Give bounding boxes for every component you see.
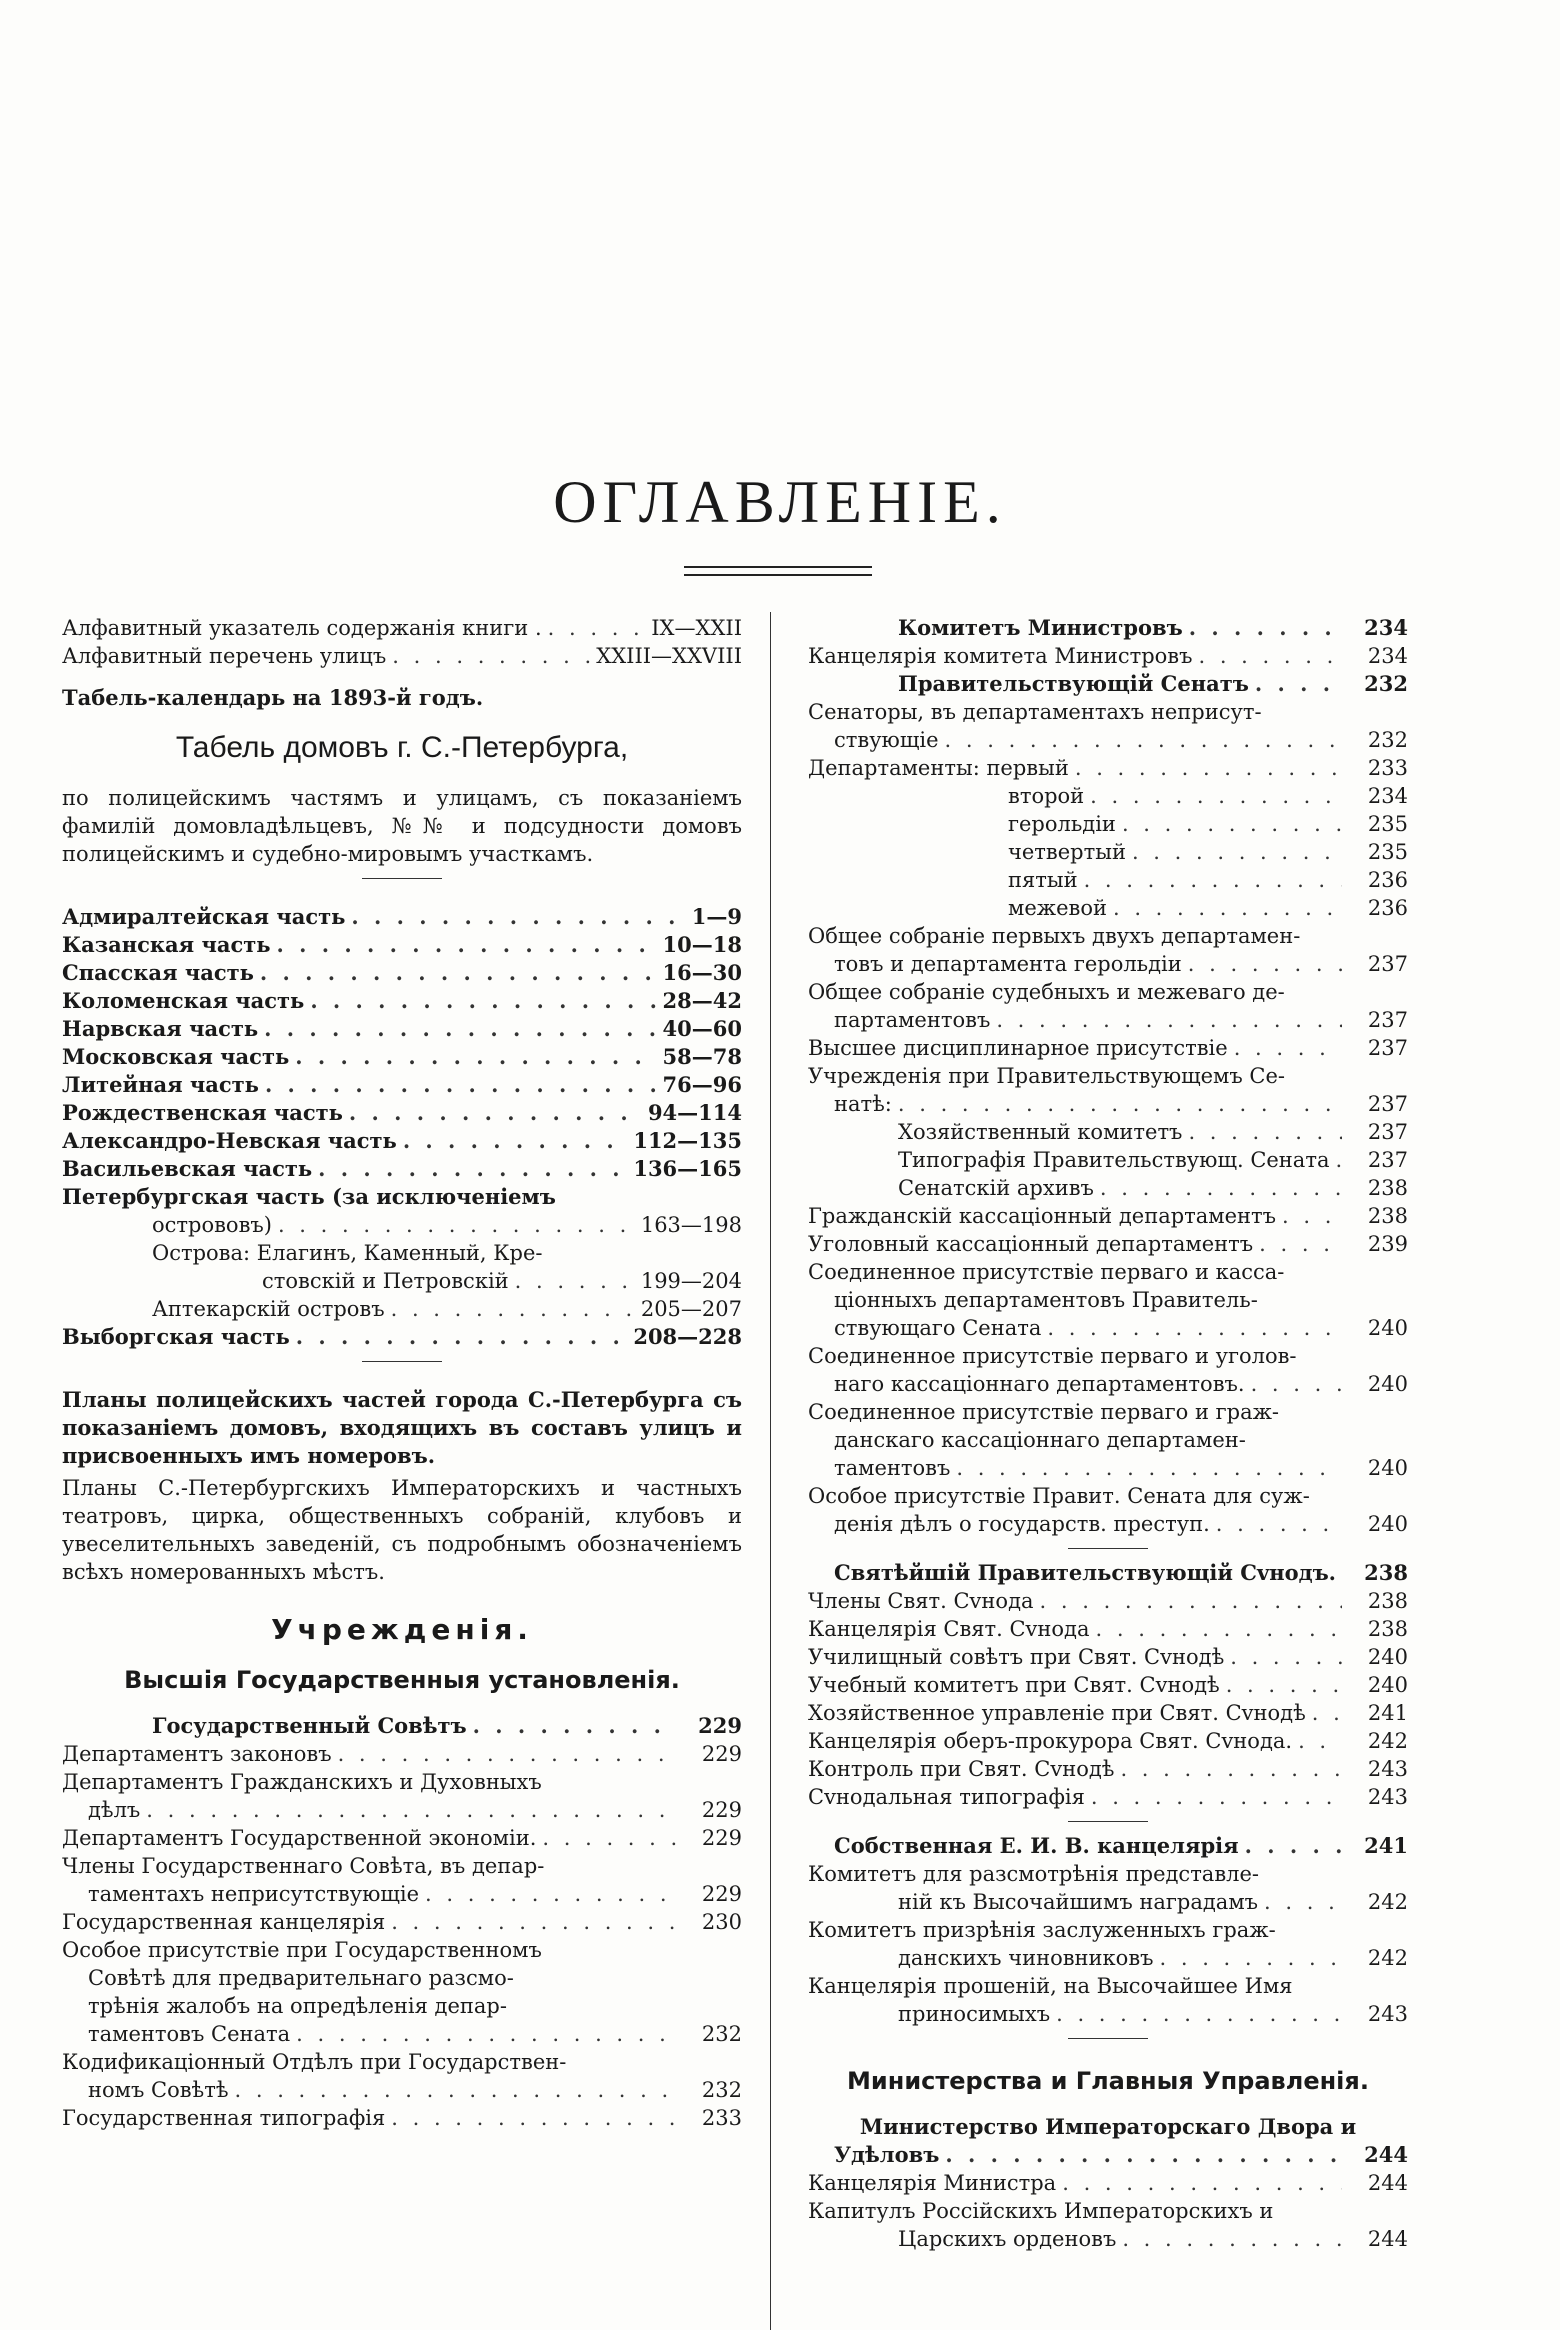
divider bbox=[1068, 1548, 1148, 1549]
toc-entry[interactable]: ствующіе . . . 232 bbox=[808, 726, 1408, 754]
toc-entry[interactable]: номъ Совѣтѣ . . . 232 bbox=[62, 2076, 742, 2104]
toc-entry[interactable]: стовскій и Петровскій . . . 199—204 bbox=[62, 1267, 742, 1295]
toc-entry[interactable]: Собственная Е. И. В. канцелярія . . . 241 bbox=[808, 1832, 1408, 1860]
houses-description: по полицейскимъ частямъ и улицамъ, съ показаніемъ фамилій домовладѣльцевъ, №№ и подсудности домовъ полицейскимъ и судебно-мировымъ участкамъ. bbox=[62, 786, 742, 866]
toc-entry-line[interactable]: Общее собраніе судебныхъ и межеваго де- bbox=[808, 980, 1285, 1004]
toc-entry[interactable]: Департаментъ Государственной экономіи. . . . 229 bbox=[62, 1824, 742, 1852]
toc-entry-line[interactable]: Члены Государственнаго Совѣта, въ депар- bbox=[62, 1854, 545, 1878]
toc-entry[interactable]: Рождественская часть . . . 94—114 bbox=[62, 1099, 742, 1127]
toc-entry[interactable]: Аптекарскій островъ . . . 205—207 bbox=[62, 1295, 742, 1323]
toc-entry[interactable]: наго кассаціоннаго департаментовъ. . . . 240 bbox=[808, 1370, 1408, 1398]
toc-entry-line[interactable]: Соединенное присутствіе перваго и граж- bbox=[808, 1400, 1280, 1424]
toc-entry-line[interactable]: Соединенное присутствіе перваго и касса- bbox=[808, 1260, 1285, 1284]
institutions-heading: Учрежденія. bbox=[271, 1613, 533, 1646]
title-rule-top bbox=[684, 566, 872, 568]
toc-entry[interactable]: Департаменты: первый . . . 233 bbox=[808, 754, 1408, 782]
toc-entry[interactable]: Сvнодальная типографія . . . 243 bbox=[808, 1783, 1408, 1811]
toc-entry[interactable]: Казанская часть . . . 10—18 bbox=[62, 931, 742, 959]
toc-entry[interactable]: Хозяйственный комитетъ . . . 237 bbox=[808, 1118, 1408, 1146]
calendar-entry[interactable]: Табель-календарь на 1893-й годъ. bbox=[62, 685, 484, 710]
toc-entry-line[interactable]: Учрежденія при Правительствующемъ Се- bbox=[808, 1064, 1286, 1088]
toc-entry[interactable]: данскихъ чиновниковъ . . . 242 bbox=[808, 1944, 1408, 1972]
toc-entry[interactable]: второй . . . 234 bbox=[808, 782, 1408, 810]
toc-entry[interactable]: Коломенская часть . . . 28—42 bbox=[62, 987, 742, 1015]
toc-entry[interactable]: денія дѣлъ о государств. преступ. . . . 240 bbox=[808, 1510, 1408, 1538]
toc-entry-line[interactable]: Совѣтѣ для предварительнаго разсмо- bbox=[88, 1966, 514, 1990]
toc-entry[interactable]: Училищный совѣтъ при Свят. Сvнодѣ . . . 240 bbox=[808, 1643, 1408, 1671]
toc-entry[interactable]: Канцелярія оберъ-прокурора Свят. Сvнода. . . . 242 bbox=[808, 1727, 1408, 1755]
toc-entry[interactable]: Высшее дисциплинарное присутствіе . . . 237 bbox=[808, 1034, 1408, 1062]
toc-entry-line[interactable]: ціонныхъ департаментовъ Правитель- bbox=[834, 1288, 1258, 1312]
toc-entry-line[interactable]: Особое присутствіе при Государственномъ bbox=[62, 1938, 542, 1962]
toc-entry-line[interactable]: Сенаторы, въ департаментахъ неприсут- bbox=[808, 700, 1262, 724]
toc-entry[interactable]: таментовъ . . . 240 bbox=[808, 1454, 1408, 1482]
toc-entry[interactable]: Сенатскій архивъ . . . 238 bbox=[808, 1174, 1408, 1202]
title-rule-bottom bbox=[684, 574, 872, 576]
toc-entry[interactable]: Алфавитный указатель содержанія книги . . . . IX—XXII bbox=[62, 614, 742, 642]
toc-entry[interactable]: четвертый . . . 235 bbox=[808, 838, 1408, 866]
right-column bbox=[808, 614, 1408, 2253]
toc-entry[interactable]: Государственный Совѣтъ . . . 229 bbox=[62, 1712, 742, 1740]
toc-entry[interactable]: Канцелярія Свят. Сvнода . . . 238 bbox=[808, 1615, 1408, 1643]
toc-entry-line[interactable]: Острова: Елагинъ, Каменный, Кре- bbox=[152, 1241, 543, 1265]
toc-entry[interactable]: дѣлъ . . . 229 bbox=[62, 1796, 742, 1824]
ministries-heading: Министерства и Главныя Управленія. bbox=[847, 2067, 1369, 2095]
toc-entry[interactable]: Московская часть . . . 58—78 bbox=[62, 1043, 742, 1071]
toc-entry[interactable]: Адмиралтейская часть . . . 1—9 bbox=[62, 903, 742, 931]
toc-entry[interactable]: герольдіи . . . 235 bbox=[808, 810, 1408, 838]
divider bbox=[362, 1361, 442, 1362]
divider bbox=[362, 878, 442, 879]
toc-entry[interactable]: Департаментъ законовъ . . . 229 bbox=[62, 1740, 742, 1768]
toc-entry-line[interactable]: Общее собраніе первыхъ двухъ департамен- bbox=[808, 924, 1301, 948]
toc-entry[interactable]: Государственная типографія . . . 233 bbox=[62, 2104, 742, 2132]
toc-entry[interactable]: Правительствующій Сенатъ . . . 232 bbox=[808, 670, 1408, 698]
toc-entry[interactable]: Царскихъ орденовъ . . . 244 bbox=[808, 2225, 1408, 2253]
toc-entry[interactable]: Васильевская часть . . . 136—165 bbox=[62, 1155, 742, 1183]
toc-entry[interactable]: Канцелярія Министра . . . 244 bbox=[808, 2169, 1408, 2197]
toc-entry[interactable]: Алфавитный перечень улицъ . . . XXIII—XXVIII bbox=[62, 642, 742, 670]
toc-entry[interactable]: Учебный комитетъ при Свят. Сvнодѣ . . . 240 bbox=[808, 1671, 1408, 1699]
toc-entry-line[interactable]: Особое присутствіе Правит. Сената для суж- bbox=[808, 1484, 1310, 1508]
toc-entry-line[interactable]: Департаментъ Гражданскихъ и Духовныхъ bbox=[62, 1770, 542, 1794]
toc-entry-line[interactable]: данскаго кассаціоннаго департамен- bbox=[834, 1428, 1246, 1452]
toc-entry[interactable]: таментахъ неприсутствующіе . . . 229 bbox=[62, 1880, 742, 1908]
toc-entry-line[interactable]: Соединенное присутствіе перваго и уголов- bbox=[808, 1344, 1297, 1368]
toc-entry[interactable]: Типографія Правительствующ. Сената . . . 237 bbox=[808, 1146, 1408, 1174]
toc-entry[interactable]: межевой . . . 236 bbox=[808, 894, 1408, 922]
toc-entry[interactable]: Александро-Невская часть . . . 112—135 bbox=[62, 1127, 742, 1155]
plans-theatres-entry[interactable]: Планы С.-Петербургскихъ Императорскихъ и частныхъ театровъ, цирка, общественныхъ собраній, клубовъ и увеселительныхъ заведеній, съ подробнымъ обозначеніемъ всѣхъ номерованныхъ мѣстъ. bbox=[62, 1476, 742, 1584]
toc-entry-line[interactable]: Канцелярія прошеній, на Высочайшее Имя bbox=[808, 1974, 1293, 1998]
toc-entry[interactable]: Хозяйственное управленіе при Свят. Сvнодѣ . . . 241 bbox=[808, 1699, 1408, 1727]
divider bbox=[1068, 2038, 1148, 2039]
toc-entry[interactable]: Удѣловъ . . . 244 bbox=[808, 2141, 1408, 2169]
toc-entry[interactable]: ствующаго Сената . . . 240 bbox=[808, 1314, 1408, 1342]
toc-entry[interactable]: пятый . . . 236 bbox=[808, 866, 1408, 894]
toc-entry[interactable]: Святѣйшій Правительствующій Сvнодъ. 238 bbox=[834, 1560, 1408, 1585]
page-title: ОГЛАВЛЕНІЕ. bbox=[553, 469, 1007, 535]
toc-entry[interactable]: острововъ) . . . 163—198 bbox=[62, 1211, 742, 1239]
plans-entry[interactable]: Планы полицейскихъ частей города С.-Петербурга съ показаніемъ домовъ, входящихъ въ составъ улицъ и присвоенныхъ имъ номеровъ. bbox=[62, 1387, 742, 1468]
toc-entry[interactable]: партаментовъ . . . 237 bbox=[808, 1006, 1408, 1034]
toc-entry[interactable]: Литейная часть . . . 76—96 bbox=[62, 1071, 742, 1099]
column-divider bbox=[770, 612, 771, 2330]
toc-entry[interactable]: Контроль при Свят. Сvнодѣ . . . 243 bbox=[808, 1755, 1408, 1783]
toc-entry[interactable]: Канцелярія комитета Министровъ . . . 234 bbox=[808, 642, 1408, 670]
toc-entry[interactable]: Государственная канцелярія . . . 230 bbox=[62, 1908, 742, 1936]
toc-entry[interactable]: Гражданскій кассаціонный департаментъ . . . 238 bbox=[808, 1202, 1408, 1230]
toc-entry-line[interactable]: Комитетъ для разсмотрѣнія представле- bbox=[808, 1862, 1260, 1886]
toc-entry-line[interactable]: трѣнія жалобъ на опредѣленія депар- bbox=[88, 1994, 507, 2018]
left-column bbox=[62, 614, 742, 2132]
highest-institutions-heading: Высшія Государственныя установленія. bbox=[124, 1666, 680, 1694]
toc-entry-line[interactable]: Комитетъ призрѣнія заслуженныхъ граж- bbox=[808, 1918, 1276, 1942]
toc-entry[interactable]: приносимыхъ . . . 243 bbox=[808, 2000, 1408, 2028]
toc-entry[interactable]: Спасская часть . . . 16—30 bbox=[62, 959, 742, 987]
toc-entry[interactable]: Комитетъ Министровъ . . . 234 bbox=[808, 614, 1408, 642]
toc-entry[interactable]: натѣ: . . . 237 bbox=[808, 1090, 1408, 1118]
toc-entry[interactable]: Уголовный кассаціонный департаментъ . . . 239 bbox=[808, 1230, 1408, 1258]
toc-entry-line[interactable]: Капитулъ Россійскихъ Императорскихъ и bbox=[808, 2199, 1274, 2223]
toc-entry-line[interactable]: Петербургская часть (за исключеніемъ bbox=[62, 1184, 556, 1209]
houses-heading: Табель домовъ г. С.-Петербурга, bbox=[175, 731, 629, 764]
toc-entry[interactable]: товъ и департамента герольдіи . . . 237 bbox=[808, 950, 1408, 978]
toc-entry-line[interactable]: Кодификаціонный Отдѣлъ при Государствен- bbox=[62, 2050, 567, 2074]
toc-entry-line[interactable]: Министерство Императорскаго Двора и bbox=[859, 2114, 1357, 2139]
divider bbox=[1068, 1821, 1148, 1822]
toc-entry[interactable]: таментовъ Сената . . . 232 bbox=[62, 2020, 742, 2048]
toc-entry[interactable]: Выборгская часть . . . 208—228 bbox=[62, 1323, 742, 1351]
toc-entry[interactable]: Члены Свят. Сvнода . . . 238 bbox=[808, 1587, 1408, 1615]
toc-entry[interactable]: ній къ Высочайшимъ наградамъ . . . 242 bbox=[808, 1888, 1408, 1916]
toc-entry[interactable]: Нарвская часть . . . 40—60 bbox=[62, 1015, 742, 1043]
